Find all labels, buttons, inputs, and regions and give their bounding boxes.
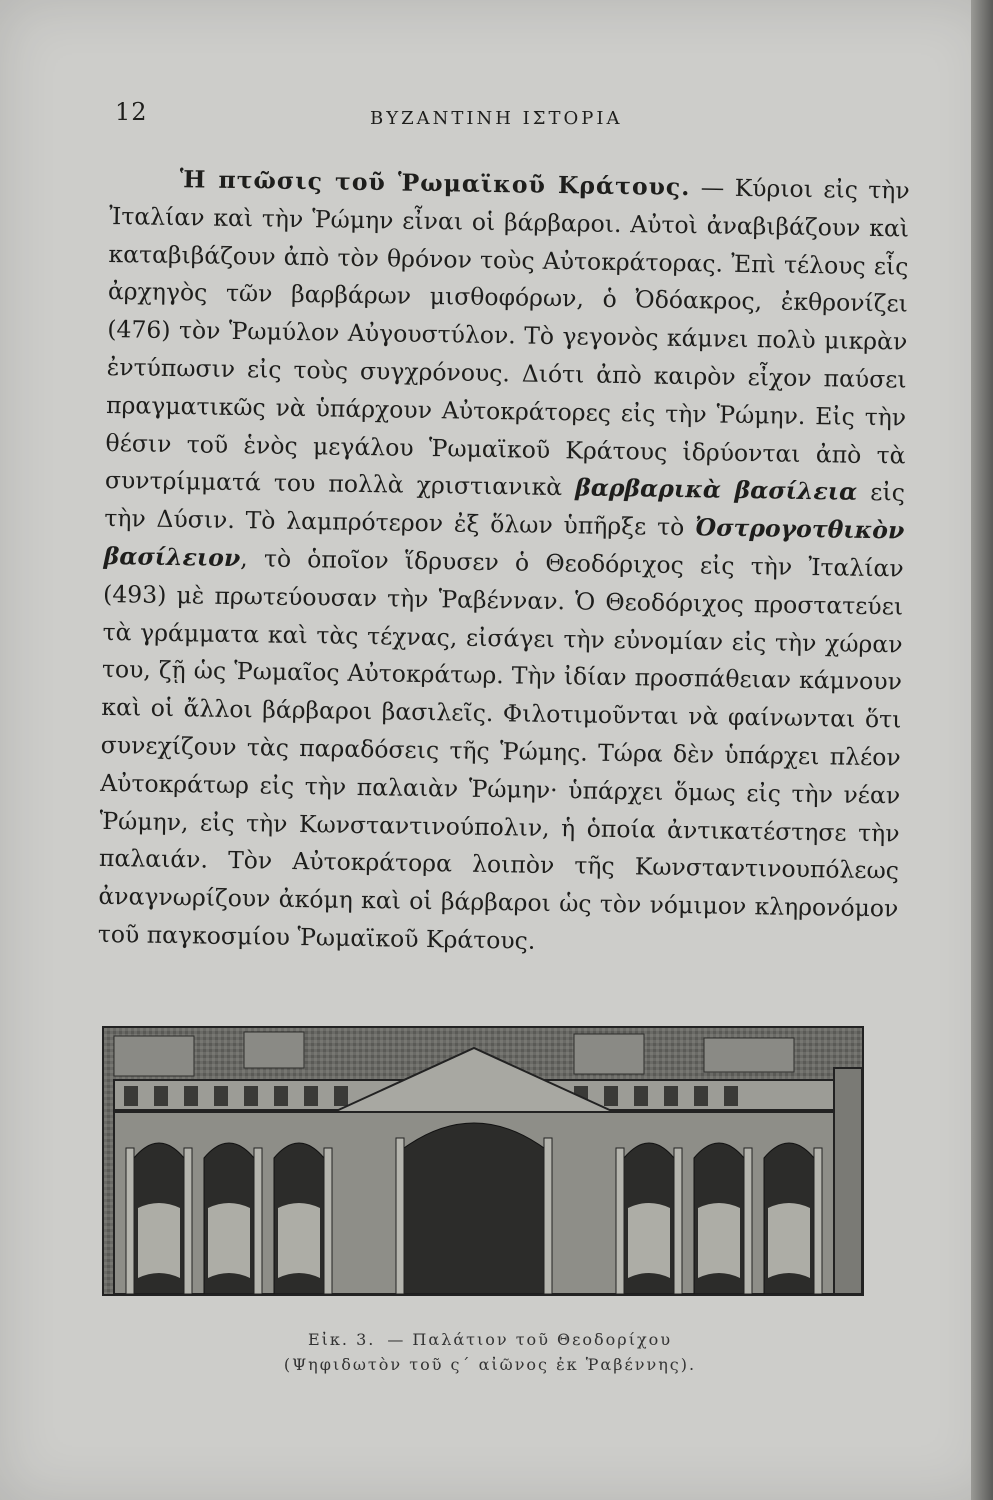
caption-label: Εἰκ. 3. xyxy=(307,1330,376,1349)
caption-title-line xyxy=(260,1330,720,1349)
paragraph-text-1: — Κύριοι εἰς τὴν Ἰταλίαν καὶ τὴν Ῥώμην εἶναι οἱ βάρβαροι. Αὐτοὶ ἀναβιβάζουν καὶ καταβιβάζουν ἀπὸ τὸν θρόνον τοὺς Αὐτοκράτορας. Ἐπὶ τέλους εἷς ἀρχηγὸς τῶν βαρβάρων μισθοφόρων, ὁ Ὀδόακρος, ἐκθρονίζει (476) τὸν Ῥωμύλον Αὐγουστύλον. Τὸ γεγονὸς κάμνει πολὺ μικρὰν ἐντύπωσιν εἰς τοὺς συγχρόνους. Διότι ἀπὸ καιρὸν εἶχον παύσει πραγματικῶς νὰ ὑπάρχουν Αὐτοκράτορες εἰς τὴν Ῥώμην. Εἰς τὴν θέσιν τοῦ ἑνὸς μεγάλου Ῥωμαϊκοῦ Κράτους ἱδρύονται ἀπὸ τὰ συντρίμματά του πολλὰ χριστιανικὰ xyxy=(104,173,910,502)
paragraph-text-2: εἰς τὴν Δύσιν. Τὸ λαμπρότερον ἐξ ὅλων ὑπῆρξε τὸ xyxy=(104,478,906,542)
mosaic-illustration xyxy=(102,1026,864,1296)
body-text xyxy=(98,160,910,966)
book-spine-shadow xyxy=(971,0,993,1500)
caption-title: — Παλάτιον τοῦ Θεοδορίχου xyxy=(387,1330,673,1349)
section-title: Ἡ πτῶσις τοῦ Ῥωμαϊκοῦ Κράτους. xyxy=(179,165,691,202)
paragraph-text-3: , τὸ ὁποῖον ἵδρυσεν ὁ Θεοδόριχος εἰς τὴν Ἰταλίαν (493) μὲ πρωτεύουσαν τὴν Ῥαβένναν. Ὁ Θεοδόριχος προστατεύει τὰ γράμματα καὶ τὰς τέχνας, εἰσάγει τὴν εὐνομίαν εἰς τὴν χώραν του, ζῇ ὡς Ῥωμαῖος Αὐτοκράτωρ. Τὴν ἰδίαν προσπάθειαν κάμνουν καὶ οἱ ἄλλοι βάρβαροι βασιλεῖς. Φιλοτιμοῦνται νὰ φαίνωνται ὅτι συνεχίζουν τὰς παραδόσεις τῆς Ῥώμης. Τώρα δὲν ὑπάρχει πλέον Αὐτοκράτωρ εἰς τὴν παλαιὰν Ῥώμην· ὑπάρχει ὅμως εἰς τὴν νέαν Ῥώμην, εἰς τὴν Κωνσταντινούπολιν, ἡ ὁποία ἀντικατέστησε τὴν παλαιάν. Τὸν Αὐτοκράτορα λοιπὸν τῆς Κωνσταντινουπόλεως ἀναγνωρίζουν ἀκόμη καὶ οἱ βάρβαροι ὡς τὸν νόμιμον κληρονόμον τοῦ παγκοσμίου Ῥωμαϊκοῦ Κράτους. xyxy=(97,544,904,955)
emphasis-barbarian-kingdoms: βαρβαρικὰ βασίλεια xyxy=(574,473,858,507)
page-header xyxy=(115,98,915,138)
page-number: 12 xyxy=(115,98,148,126)
emphasis-ostrogothic-kingdom: Ὀστρογοτθικὸν βασίλειον xyxy=(103,513,905,573)
running-head: ΒΥΖΑΝΤΙΝΗ ΙΣΤΟΡΙΑ xyxy=(370,108,623,129)
section-paragraph xyxy=(98,160,910,966)
caption-note: (Ψηφιδωτὸν τοῦ ς´ αἰῶνος ἐκ Ῥαβέννης). xyxy=(283,1355,697,1374)
palace-of-theodoric-image xyxy=(104,1028,862,1294)
figure-caption xyxy=(260,1330,720,1374)
